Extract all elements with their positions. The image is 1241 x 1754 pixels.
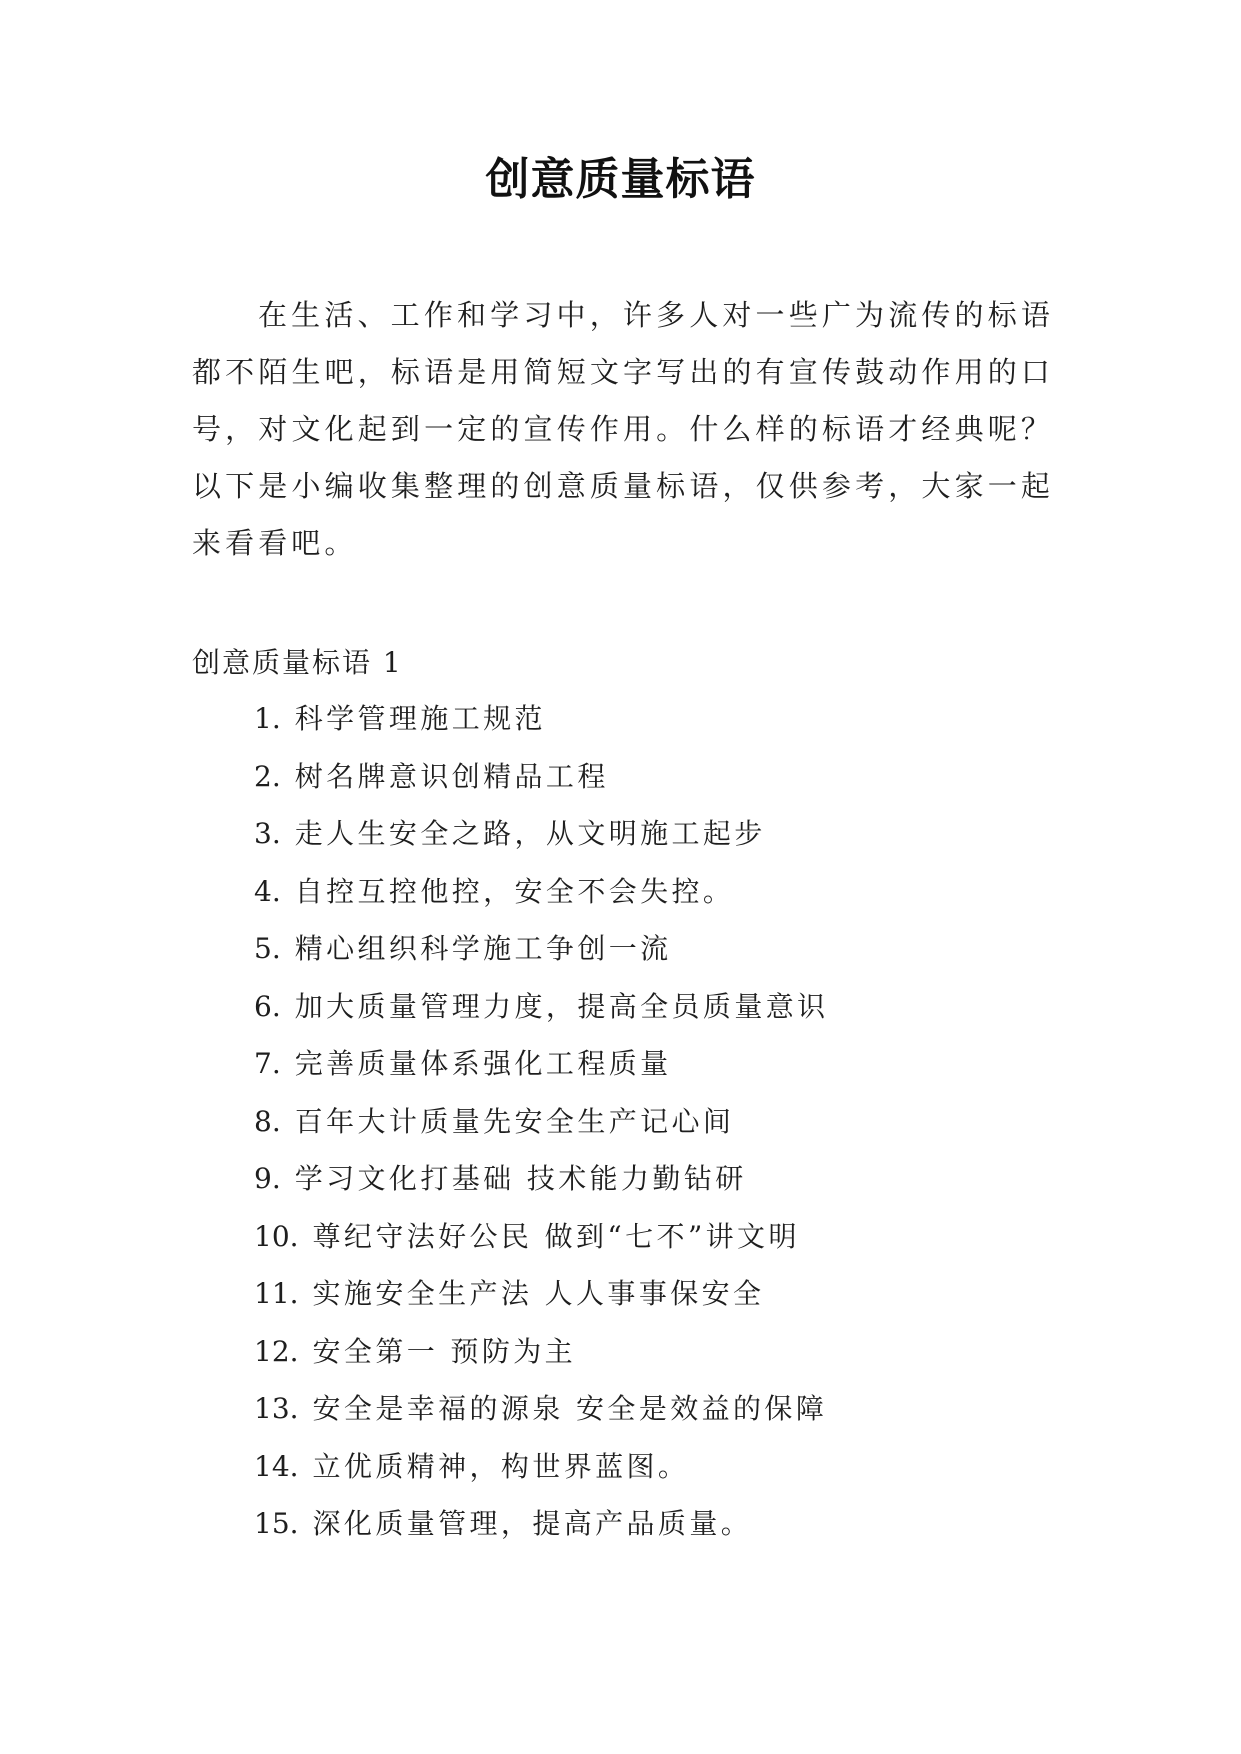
list-item-text: 深化质量管理，提高产品质量。 [312, 1507, 753, 1540]
list-item-number: 11. [254, 1277, 299, 1310]
document-title: 创意质量标语 [485, 154, 756, 205]
list-item-text: 百年大计质量先安全生产记心间 [294, 1104, 735, 1138]
list-item-number: 10. [254, 1219, 299, 1253]
list-item [254, 1271, 764, 1317]
list-item-number: 8. [254, 1104, 281, 1138]
list-item-text: 加大质量管理力度，提高全员质量意识 [294, 989, 829, 1023]
list-item-number: 13. [254, 1392, 299, 1425]
list-item-number: 7. [254, 1047, 281, 1080]
list-item-number: 2. [254, 759, 281, 793]
list-item [254, 1099, 734, 1145]
list-item [254, 1041, 672, 1087]
list-item-text: 树名牌意识创精品工程 [294, 759, 609, 793]
list-item-text: 学习文化打基础 技术能力勤钻研 [294, 1162, 747, 1195]
list-item [254, 811, 766, 857]
list-item [254, 1329, 576, 1375]
list-item-number: 14. [254, 1449, 299, 1483]
section-heading: 创意质量标语 1 [192, 646, 403, 679]
list-item [254, 1444, 689, 1490]
list-item-text: 走人生安全之路，从文明施工起步 [294, 817, 766, 850]
list-item-text: 科学管理施工规范 [294, 702, 546, 735]
intro-paragraph: 在生活、工作和学习中，许多人对一些广为流传的标语都不陌生吧，标语是用简短文字写出的有宣传鼓动作用的口号，对文化起到一定的宣传作用。什么样的标语才经典呢？以下是小编收集整理的创意质量标语，仅供参考，大家一起来看看吧。 [192, 298, 1054, 560]
list-item [254, 984, 829, 1030]
list-item-number: 15. [254, 1507, 299, 1540]
list-item-number: 9. [254, 1162, 281, 1195]
list-item [254, 1501, 752, 1547]
list-item-number: 4. [254, 874, 281, 908]
list-item [254, 1156, 747, 1202]
list-item [254, 1386, 827, 1432]
list-item [254, 754, 609, 800]
list-item [254, 926, 672, 972]
list-item-number: 1. [254, 702, 281, 735]
list-item-text: 精心组织科学施工争创一流 [294, 932, 672, 965]
list-item-number: 5. [254, 932, 281, 965]
list-item-text: 实施安全生产法 人人事事保安全 [312, 1277, 765, 1310]
list-item-number: 12. [254, 1334, 299, 1368]
list-item [254, 696, 546, 742]
list-item-text: 尊纪守法好公民 做到“七不”讲文明 [312, 1219, 800, 1253]
list-item [254, 869, 734, 915]
list-item-number: 6. [254, 989, 281, 1023]
list-item-number: 3. [254, 817, 281, 850]
list-item [254, 1214, 800, 1260]
list-item-text: 安全第一 预防为主 [312, 1334, 577, 1368]
list-item-text: 完善质量体系强化工程质量 [294, 1047, 672, 1080]
list-item-text: 自控互控他控，安全不会失控。 [294, 874, 735, 908]
list-item-text: 安全是幸福的源泉 安全是效益的保障 [312, 1392, 828, 1425]
list-item-text: 立优质精神，构世界蓝图。 [312, 1449, 690, 1483]
